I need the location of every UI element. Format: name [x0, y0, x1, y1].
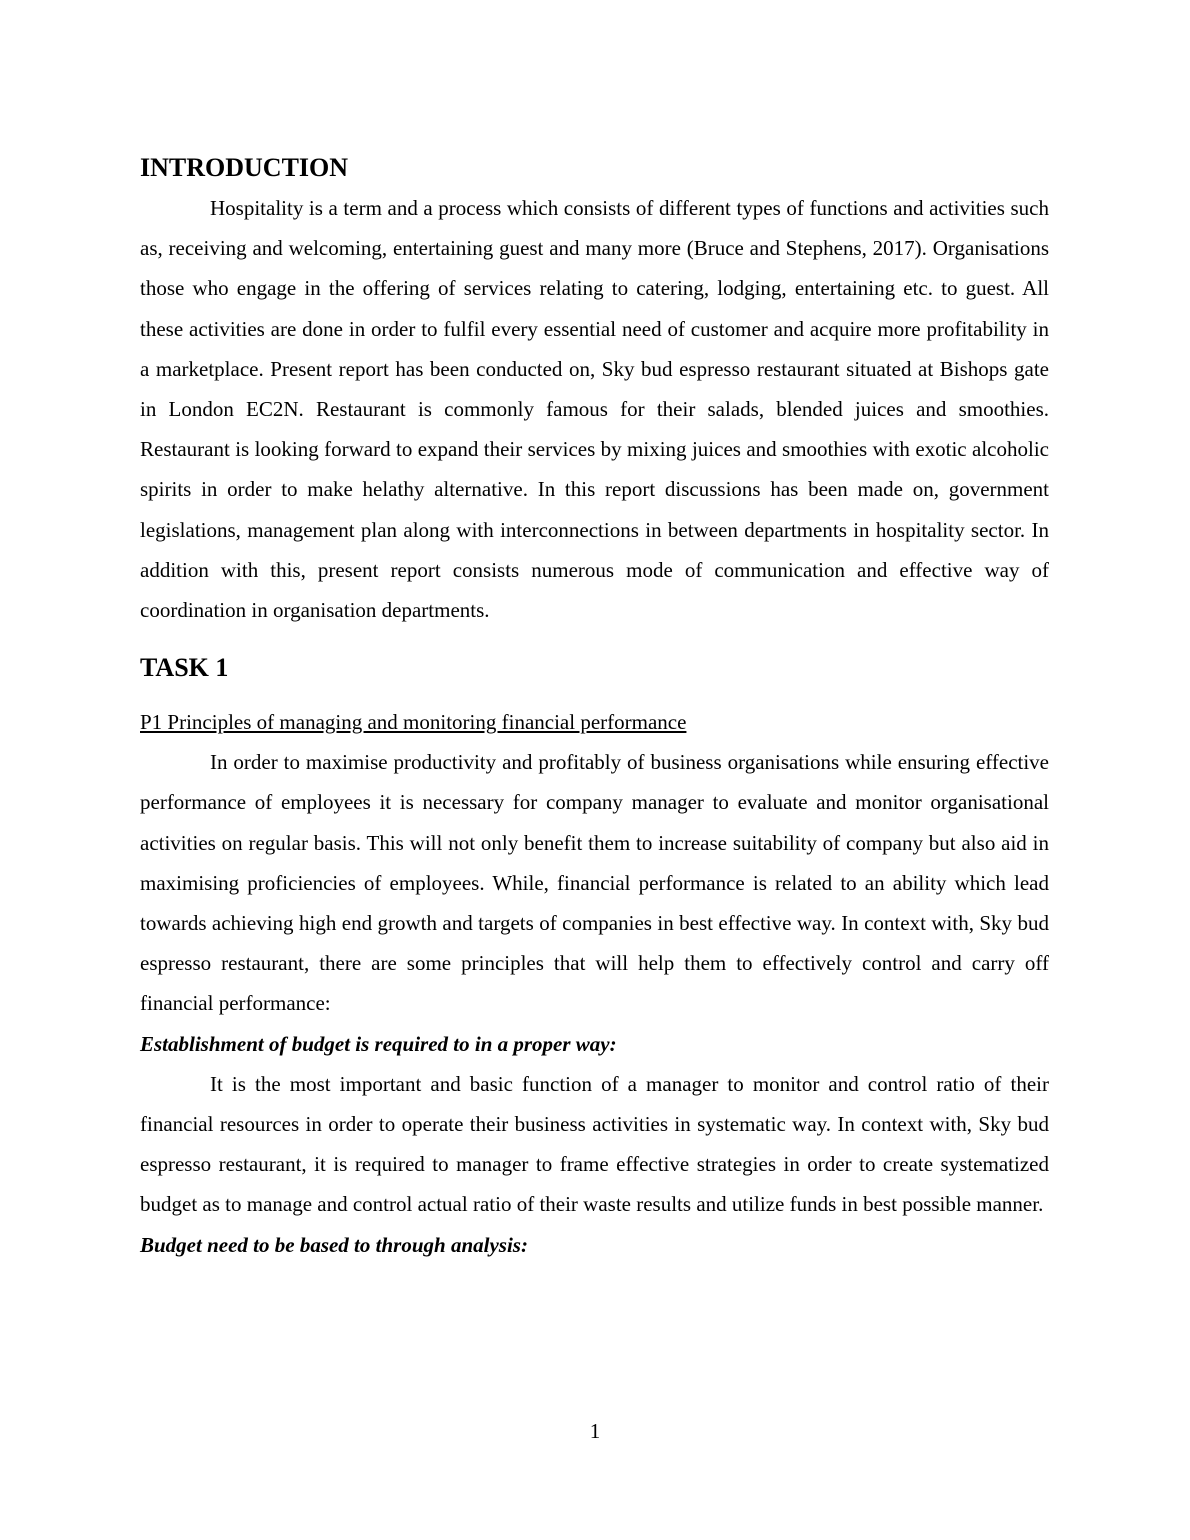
p1-subheading: P1 Principles of managing and monitoring financial performance	[140, 710, 687, 735]
budget-analysis-heading: Budget need to be based to through analysis:	[140, 1232, 528, 1257]
introduction-paragraph: Hospitality is a term and a process which consists of different types of functions and activities such as, receiving and welcoming, entertaining guest and many more (Bruce and Stephens, 2017). Organisations those who engage in the offering of services relating to catering, lodging, entertaining etc. to guest. All these activities are done in order to fulfil every essential need of customer and acquire more profitability in a marketplace. Present report has been conducted on, Sky bud espresso restaurant situated at Bishops gate in London EC2N. Restaurant is commonly famous for their salads, blended juices and smoothies. Restaurant is looking forward to expand their services by mixing juices and smoothies with exotic alcoholic spirits in order to make helathy alternative. In this report discussions has been made on, government legislations, management plan along with interconnections in between departments in hospitality sector. In addition with this, present report consists numerous mode of communication and effective way of coordination in organisation departments.	[140, 196, 1049, 623]
page-number: 1	[589, 1419, 601, 1443]
task1-heading: TASK 1	[140, 653, 229, 683]
p1-paragraph: In order to maximise productivity and profitably of business organisations while ensuring effective performance of employees it is necessary for company manager to evaluate and monitor organisational activities on regular basis. This will not only benefit them to increase suitability of company but also aid in maximising proficiencies of employees. While, financial performance is related to an ability which lead towards achieving high end growth and targets of companies in best effective way. In context with, Sky bud espresso restaurant, there are some principles that will help them to effectively control and carry off financial performance:	[140, 750, 1049, 1016]
budget-establishment-paragraph: It is the most important and basic function of a manager to monitor and control ratio of their financial resources in order to operate their business activities in systematic way. In context with, Sky bud espresso restaurant, it is required to manager to frame effective strategies in order to create systematized budget as to manage and control actual ratio of their waste results and utilize funds in best possible manner.	[140, 1071, 1049, 1217]
budget-establishment-heading: Establishment of budget is required to in a proper way:	[140, 1031, 617, 1056]
introduction-heading: INTRODUCTION	[140, 153, 349, 182]
document-page	[140, 148, 1049, 1265]
